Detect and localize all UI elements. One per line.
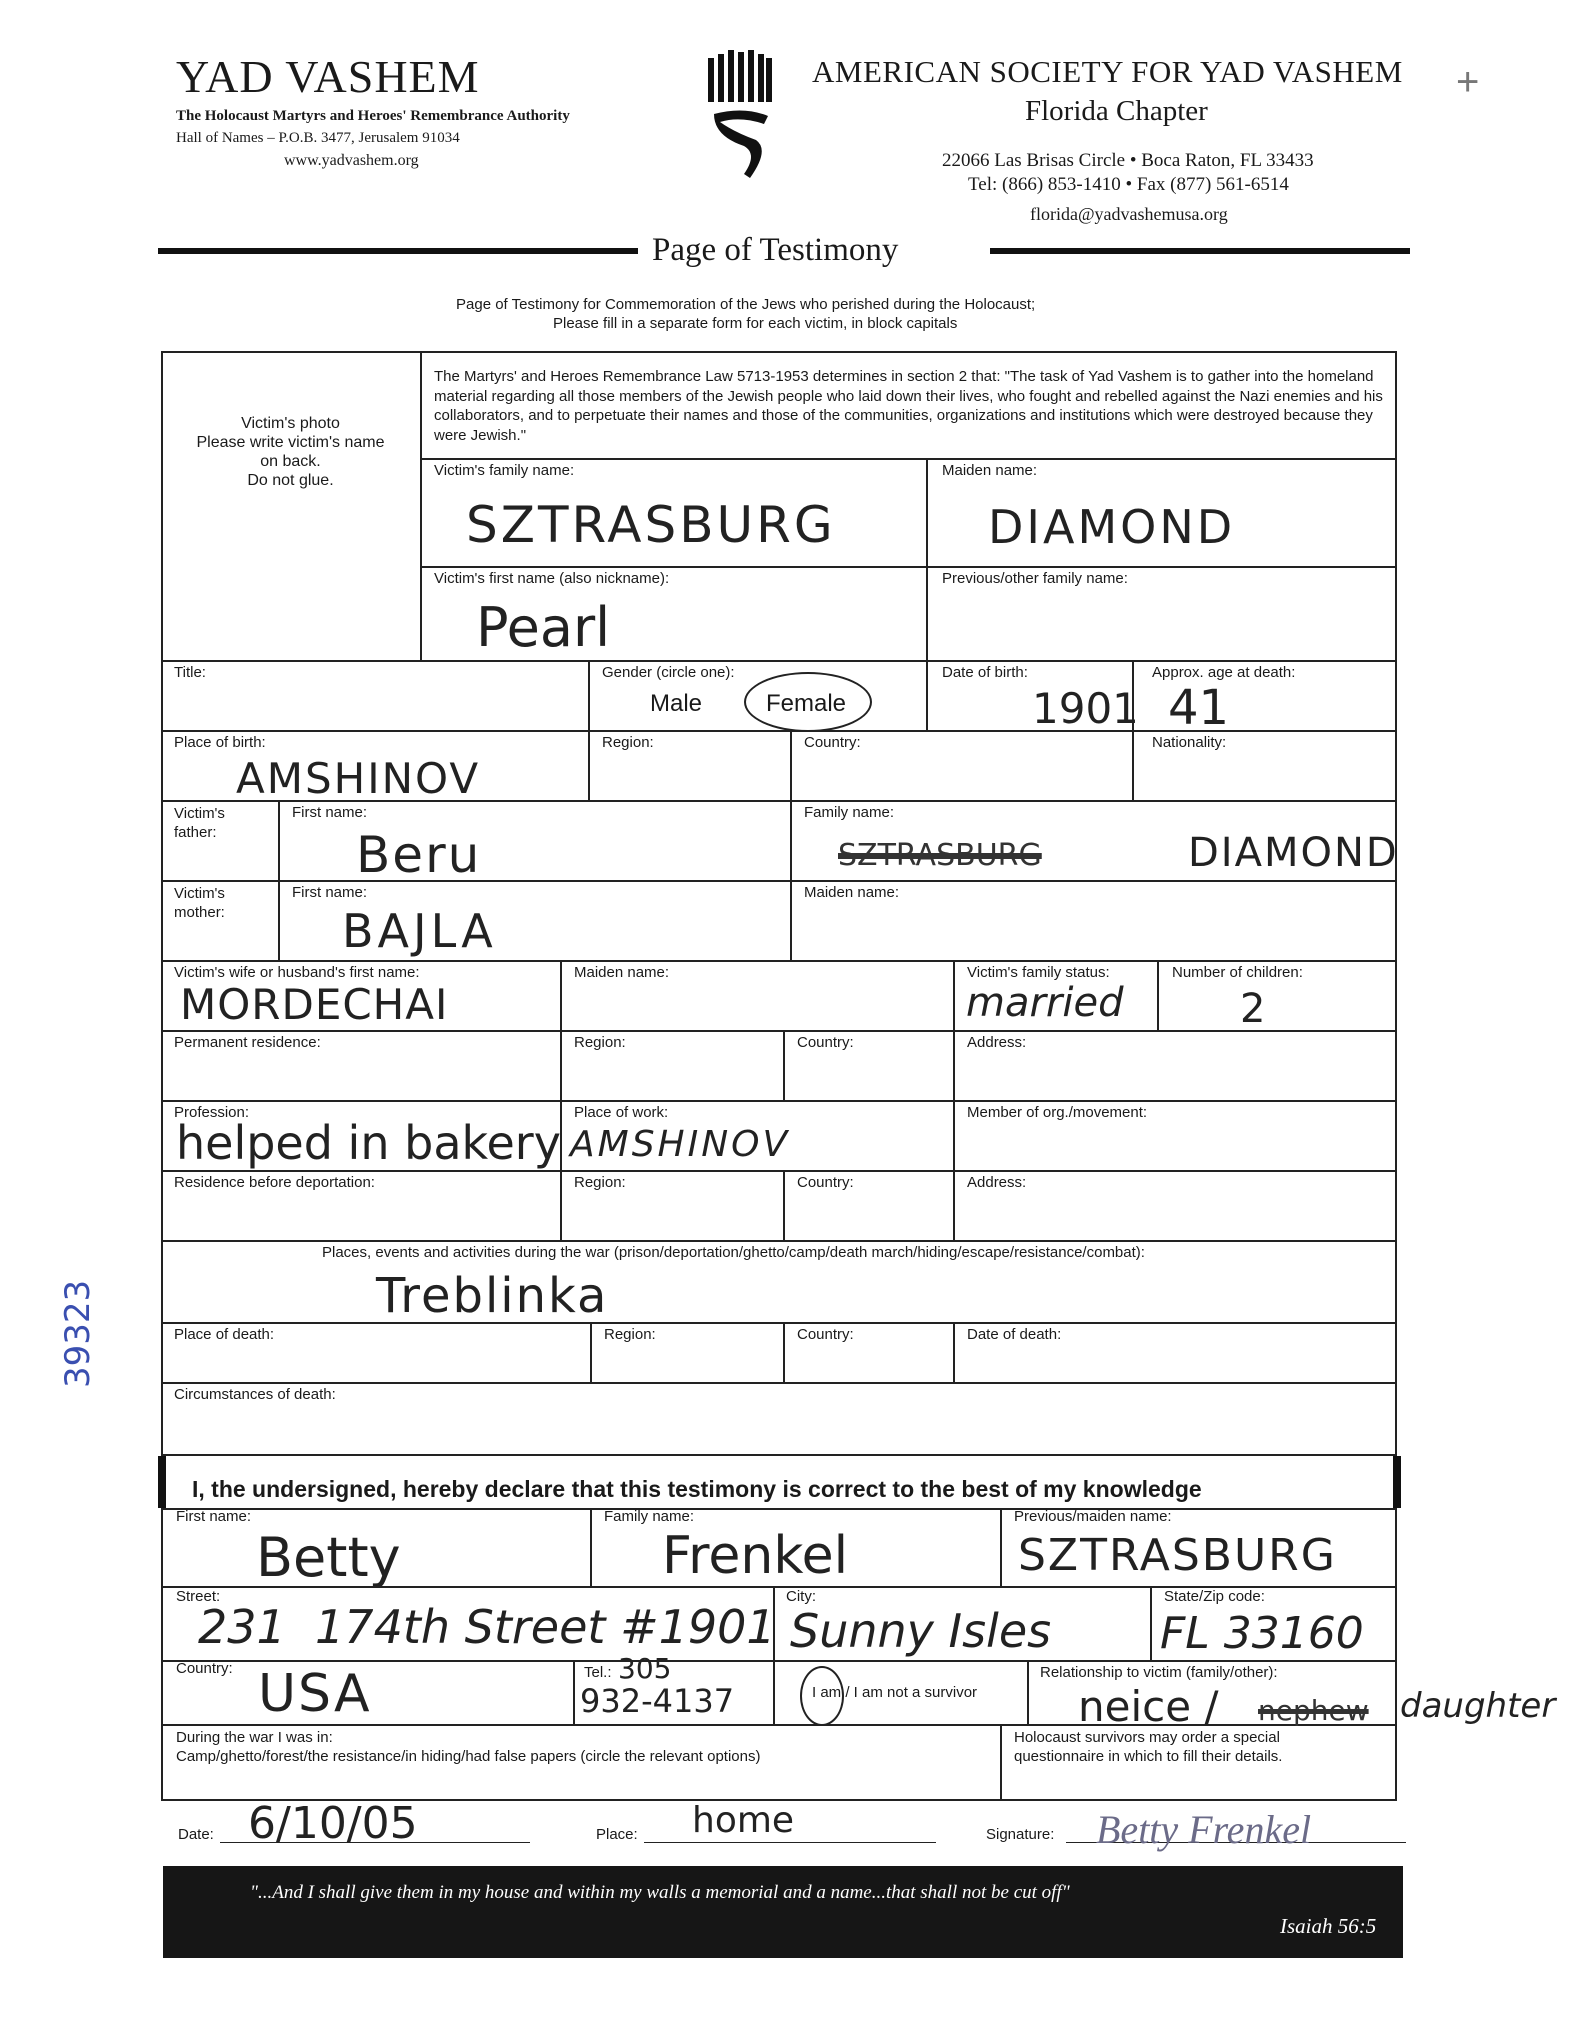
residence-country-label: Country: <box>797 1034 854 1051</box>
street-label: Street: <box>176 1588 221 1605</box>
war-places-label: Places, events and activities during the war (prison/deportation/ghetto/camp/death march/hiding/escape/resistance/combat): <box>322 1244 1145 1261</box>
place-value[interactable]: home <box>692 1800 795 1841</box>
margin-number: 39323 <box>58 1279 98 1388</box>
children-value[interactable]: 2 <box>1240 986 1266 1032</box>
sub-country-label: Country: <box>176 1660 233 1677</box>
v-line <box>783 1170 785 1240</box>
mother-label-2: mother: <box>174 904 225 921</box>
place-birth-label: Place of birth: <box>174 734 266 751</box>
family-status-value[interactable]: married <box>966 980 1124 1026</box>
v-line <box>588 660 590 800</box>
residence-before-region-label: Region: <box>574 1174 626 1191</box>
v-line <box>1000 1724 1002 1801</box>
father-label-1: Victim's <box>174 805 225 822</box>
h-line <box>161 1508 1397 1510</box>
dob-label: Date of birth: <box>942 664 1028 681</box>
maiden-name-label: Maiden name: <box>942 462 1038 479</box>
city-label: City: <box>786 1588 816 1605</box>
survivor-label[interactable]: I am / I am not a survivor <box>812 1684 978 1701</box>
residence-before-country-label: Country: <box>797 1174 854 1191</box>
intro-line-1: Page of Testimony for Commemoration of the Jews who perished during the Holocaust; <box>456 296 1036 313</box>
nationality-label: Nationality: <box>1152 734 1227 751</box>
father-family-value[interactable]: DIAMOND <box>1188 830 1399 876</box>
profession-value[interactable]: helped in bakery <box>176 1116 561 1170</box>
date-death-label: Date of death: <box>967 1326 1062 1343</box>
residence-region-label: Region: <box>574 1034 626 1051</box>
father-label <box>174 804 225 842</box>
mother-first-value[interactable]: BAJLA <box>342 904 497 958</box>
father-family-label: Family name: <box>804 804 895 821</box>
h-line <box>161 1660 1397 1662</box>
tel-value-1[interactable]: 305 <box>618 1652 672 1685</box>
profession-label: Profession: <box>174 1104 250 1121</box>
residence-before-address-label: Address: <box>967 1174 1027 1191</box>
corner-mark: + <box>1456 60 1480 104</box>
photo-line-4: Do not glue. <box>247 472 334 489</box>
h-line <box>161 1100 1397 1102</box>
residence-address-label: Address: <box>967 1034 1027 1051</box>
v-line <box>783 1322 785 1382</box>
h-line <box>420 458 1397 460</box>
yv-web: www.yadvashem.org <box>284 152 419 169</box>
h-line <box>161 960 1397 962</box>
v-line <box>1027 1660 1029 1724</box>
during-war-line-1: During the war I was in: <box>176 1729 333 1746</box>
footer-source: Isaiah 56:5 <box>1280 1914 1377 1938</box>
father-family-struck: SZTRASBURG <box>838 838 1042 873</box>
spouse-maiden-label: Maiden name: <box>574 964 670 981</box>
signature-value[interactable]: Betty Frenkel <box>1096 1807 1312 1852</box>
v-line <box>1000 1508 1002 1586</box>
h-line <box>161 880 1397 882</box>
photo-line-2: Please write victim's name <box>196 434 385 451</box>
v-line <box>926 660 928 730</box>
survivors-note-line-2: questionnaire in which to fill their details. <box>1014 1748 1283 1765</box>
v-line <box>790 800 792 960</box>
v-line <box>573 1660 575 1724</box>
law-text: The Martyrs' and Heroes Remembrance Law 5713-1953 determines in section 2 that: "The task of Yad Vashem is to gather into the homeland material regarding all those members of the Jewish people who laid down their lives, who fought and rebelled against the Nazi enemies and his collaborators, and to perpetuate their names and those of the communities, organizations and institutions which were destroyed because they were Jewish." <box>434 368 1383 444</box>
relationship-value[interactable]: neice / <box>1078 1682 1219 1731</box>
children-label: Number of children: <box>1172 964 1303 981</box>
v-line <box>926 458 928 660</box>
signature-label: Signature: <box>986 1826 1055 1843</box>
v-line <box>560 960 562 1240</box>
relationship-label: Relationship to victim (family/other): <box>1040 1664 1278 1681</box>
death-region-label: Region: <box>604 1326 656 1343</box>
state-zip-value[interactable]: FL 33160 <box>1160 1608 1364 1659</box>
residence-label: Permanent residence: <box>174 1034 321 1051</box>
photo-instructions <box>161 414 420 490</box>
family-status-label: Victim's family status: <box>967 964 1110 981</box>
family-name-label: Victim's family name: <box>434 462 575 479</box>
v-line <box>1150 1586 1152 1660</box>
during-war-label <box>176 1728 761 1766</box>
place-label: Place: <box>596 1826 638 1843</box>
place-birth-value[interactable]: AMSHINOV <box>236 754 481 803</box>
tel-label: Tel.: <box>584 1664 612 1681</box>
age-value[interactable]: 41 <box>1168 680 1230 736</box>
footer-band <box>163 1866 1403 1958</box>
age-death-label: Approx. age at death: <box>1152 664 1296 681</box>
war-places-value[interactable]: Treblinka <box>376 1268 609 1324</box>
place-death-label: Place of death: <box>174 1326 275 1343</box>
v-line <box>953 1322 955 1382</box>
circumstances-label: Circumstances of death: <box>174 1386 336 1403</box>
society-tel: Tel: (866) 853-1410 • Fax (877) 561-6514 <box>968 174 1289 195</box>
maiden-name-value[interactable]: DIAMOND <box>988 500 1236 554</box>
mother-label-1: Victim's <box>174 885 225 902</box>
h-line <box>161 1030 1397 1032</box>
yv-subtitle: The Holocaust Martyrs and Heroes' Remembrance Authority <box>176 108 570 124</box>
residence-before-label: Residence before deportation: <box>174 1174 375 1191</box>
father-label-2: father: <box>174 824 217 841</box>
prev-family-label: Previous/other family name: <box>942 570 1128 587</box>
society-chapter: Florida Chapter <box>1025 95 1208 127</box>
v-line <box>590 1508 592 1586</box>
v-line <box>790 730 792 800</box>
yv-address: Hall of Names – P.O.B. 3477, Jerusalem 91034 <box>176 130 460 146</box>
v-line <box>278 800 280 960</box>
first-name-nick-label: Victim's first name (also nickname): <box>434 570 670 587</box>
gender-female[interactable]: Female <box>766 690 847 717</box>
date-value[interactable]: 6/10/05 <box>248 1798 418 1849</box>
footer-quote: "...And I shall give them in my house and within my walls a memorial and a name...that shall not be cut off" <box>250 1882 1070 1903</box>
society-email: florida@yadvashemusa.org <box>1030 204 1228 224</box>
state-zip-label: State/Zip code: <box>1164 1588 1265 1605</box>
intro-line-2: Please fill in a separate form for each victim, in block capitals <box>553 315 958 332</box>
mother-first-label: First name: <box>292 884 368 901</box>
v-line <box>953 1030 955 1240</box>
spouse-label: Victim's wife or husband's first name: <box>174 964 420 981</box>
h-line <box>161 1170 1397 1172</box>
sub-first-value[interactable]: Betty <box>256 1526 401 1589</box>
date-label: Date: <box>178 1826 214 1843</box>
declaration-edge-left <box>158 1456 166 1508</box>
relationship-struck: nephew <box>1258 1694 1369 1727</box>
first-name-value[interactable]: Pearl <box>476 596 611 659</box>
country-label: Country: <box>804 734 861 751</box>
sub-family-value[interactable]: Frenkel <box>662 1526 849 1586</box>
v-line <box>773 1660 775 1724</box>
h-line <box>161 1454 1397 1456</box>
page-title: Page of Testimony <box>652 232 899 268</box>
place-line <box>644 1842 936 1843</box>
declaration-edge-right <box>1393 1456 1401 1508</box>
during-war-line-2: Camp/ghetto/forest/the resistance/in hiding/had false papers (circle the relevant options) <box>176 1748 761 1765</box>
gender-male[interactable]: Male <box>650 690 703 717</box>
member-org-label: Member of org./movement: <box>967 1104 1148 1121</box>
h-line <box>161 1240 1397 1242</box>
sub-first-label: First name: <box>176 1508 252 1525</box>
sub-country-value[interactable]: USA <box>258 1664 372 1724</box>
photo-line-3: on back. <box>260 453 321 470</box>
survivors-note-line-1: Holocaust survivors may order a special <box>1014 1729 1280 1746</box>
photo-line-1: Victim's photo <box>241 415 340 432</box>
relationship-extra[interactable]: daughter <box>1400 1686 1556 1726</box>
v-line <box>953 960 955 1030</box>
h-line <box>161 1382 1397 1384</box>
street-value[interactable]: 231 174th Street #1901 <box>198 1600 776 1654</box>
h-line <box>161 1322 1397 1324</box>
v-line <box>590 1322 592 1382</box>
title-label: Title: <box>174 664 206 681</box>
spouse-value[interactable]: MORDECHAI <box>180 980 449 1029</box>
place-work-value[interactable]: AMSHINOV <box>570 1124 791 1165</box>
city-value[interactable]: Sunny Isles <box>790 1604 1052 1658</box>
h-line <box>161 660 1397 662</box>
region-label: Region: <box>602 734 654 751</box>
declaration-text: I, the undersigned, hereby declare that this testimony is correct to the best of my knowledge <box>192 1476 1202 1502</box>
v-line <box>1157 960 1159 1030</box>
mother-maiden-label: Maiden name: <box>804 884 900 901</box>
father-first-label: First name: <box>292 804 368 821</box>
gender-label: Gender (circle one): <box>602 664 735 681</box>
sub-prev-label: Previous/maiden name: <box>1014 1508 1172 1525</box>
h-line <box>420 566 1397 568</box>
survivors-note <box>1014 1728 1282 1766</box>
death-country-label: Country: <box>797 1326 854 1343</box>
society-title: AMERICAN SOCIETY FOR YAD VASHEM <box>812 54 1403 89</box>
family-name-value[interactable]: SZTRASBURG <box>466 496 836 554</box>
tel-value-2[interactable]: 932-4137 <box>580 1682 735 1720</box>
dob-value[interactable]: 1901 <box>1032 684 1139 733</box>
sub-prev-value[interactable]: SZTRASBURG <box>1018 1530 1337 1581</box>
place-work-label: Place of work: <box>574 1104 669 1121</box>
yv-title: YAD VASHEM <box>176 51 480 102</box>
mother-label <box>174 884 225 922</box>
father-first-value[interactable]: Beru <box>356 826 482 884</box>
sub-family-label: Family name: <box>604 1508 695 1525</box>
v-line <box>420 351 422 660</box>
society-address: 22066 Las Brisas Circle • Boca Raton, FL 33433 <box>942 150 1314 171</box>
v-line <box>783 1030 785 1100</box>
